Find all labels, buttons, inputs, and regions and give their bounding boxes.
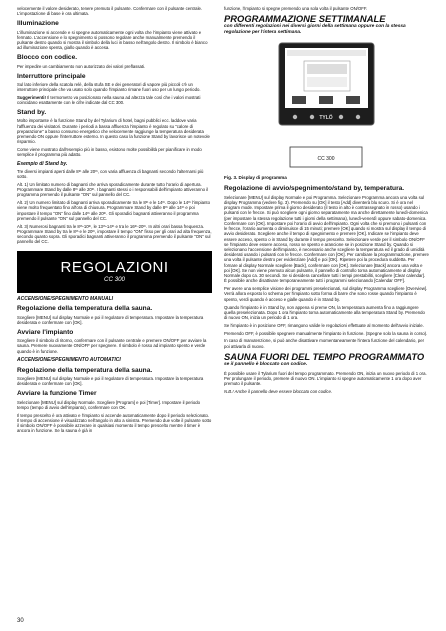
control-panel-illustration: [224, 39, 429, 171]
paragraph: Selezionare [MENU] sul display Normale. Scegliere [Program] e poi [Timer]. Impostare il periodo tempo (tempo di avvio dell'impianto), confermare con OK.: [17, 399, 201, 410]
title-weekly: PROGRAMMAZIONE SETTIMANALE: [224, 13, 386, 25]
paragraph: Come viene mostrato dall'esempio più in basso, esistono molte possibilità per pianificare in modo semplice il programma più adatto.: [17, 147, 202, 158]
paragraph: Scegliere il simbolo di ritorno, confermare con il pulsante centrale e premere ON/OFF per avviare la sauna. Premere nuovamente ON/OFF per spegnere. Il simbolo è rosso ad impianto spento e verde quando è in funzione.: [17, 338, 207, 354]
paragraph: Per impedire un cambiamento non autorizzato dei valori preflassati.: [17, 63, 146, 69]
paragraph: Alt. 1) Un limitato numero di bagnanti che arriva sporadicamente durante tutto l'orario di apertura. Programmare Stand by dalle 8ᵗʰ alle 20ᵗʰ. I bagnanti stessi o i responsabili dell'impianto attiveranno il programma premendo il pulsante "ON" sul pannello del CC.: [17, 181, 209, 198]
heading-example: Esempio di Stand by.: [17, 160, 68, 167]
left-column: [17, 6, 212, 436]
subtitle-weekly: con differenti regolazioni nei diversi giorni della settimana oppure con la stessa regolazione per l'intera settimana.: [224, 24, 406, 35]
paragraph: Tre diversi impianti aperti dalle 8ᵗʰ alle 20ᵗʰ, con varia affluenza di bagnanti secondo l'alternarsi più sotto.: [17, 168, 204, 179]
figure-caption: Fig. 3. Display di programma: [224, 174, 287, 180]
paragraph: Quando l'impianto è in Stand by, non appena si preme ON, la temperatura aumenta fino a raggiungere quella preselezionata. Dopo 1 ora l'impianto torna automaticamente alla temperatura Stand by. Premendo di nuovo ON, inizia un periodo di 1 ora.: [224, 304, 425, 320]
banner-title: REGOLAZIONI: [60, 258, 169, 276]
heading-illuminazione: Illuminazione: [17, 20, 59, 28]
page-number: 30: [17, 618, 24, 624]
subtitle-sauna: se il pannello è bloccato con codice.: [224, 361, 308, 367]
paragraph: Scegliere [MENU] sul display Normale e poi il regolatore di temperatura. Impostare la temperatura desiderata e confermare con [OK].: [17, 314, 204, 325]
heading-regweek: Regolazione di avvio/spegnimento/stand by, temperatura.: [224, 185, 405, 193]
heading-temp-1: Regolazione della temperatura della sauna.: [17, 305, 153, 313]
paragraph: L'illuminazione si accende e si spegne automaticamente ogni volta che l'impianto viene attivato e fermato. L'accensione e lo spegnimento si possono regolare anche manualmente premendo il pulsante destro quando si mostra il simbolo della luci in basso nell'angolo destro. Il simbolo è bianco ad illuminazione spenta, giallo quando è accesa.: [17, 29, 208, 51]
paragraph: Selezionare [MENU] sul display Normale e poi Programma. Selezionare Programma ancora una volta sul display Programma (vedere fig. 3). Premendo su [OK] il testo [Add] diventerà blu scuro. Si è ora nel program mode. Impostare prima il giorno desiderato (il testo in alto è contrassegnato in rosso) usando i pulsanti con le frecce. Si può scegliere ogni giorno separatamente ma anche direttamente lunedì-domenica (per impostare la stessa regolazione tutti i giorni della settimana), lunedì-venerdì oppure sabato-domenica. Confermare con [OK]. Impostare poi l'orario di avvio dell'impianto. Ogni volta che si premono i pulsanti con le frecce, l'orario aumenta o diminuisce di 15 minuti; premere [OK] quando si mostra sul display il tempo di avvio desiderato. Scegliere anche il tempo di spegnimento e premere [OK]. Indicare se l'impianto deve essere acceso, spento o in Stand by durante il tempo prescelto. Selezionare verde per il simbolo ON/OFF se l'impianto deve essere acceso, rosso se spento e arancione se in posizione Stand by. Quando si selezionano l'accensione dell'impianto, è necessario anche scegliere la temperatura ed il grado di umidità desiderati usando i pulsanti con le frecce. Confermare con [OK]. Per cambiare la programmazione, premere una volta il pulsante destro per evidenziare [Add] e poi [OK]. Ripetere poi la procedura suddetta. Per fornare al display Normale scegliere [Back], confermare con [OK]. Selezionare [Back] ancora una volta e poi [OK]. Se non viene premuto alcun pulsante, il pannello di controllo torna automaticamente al display Normale dopo ca. 30 secondi. Se si desidera cancellare tutti i tempi prestabiliti, scegliere [Clear calendar]. È possibile anche disattivare temporaneamente tutti i programmi selezionando [Calendar OFF].: [224, 194, 429, 284]
paragraph: Scegliere [MENU] sul display Normale e poi il regolatore di temperatura. Impostare la temperatura desiderata e confermare con [OK].: [17, 376, 204, 387]
paragraph: Molto importante è la funzione Stand by del Tylarium di hotel, bagni pubblici ecc. laddove varia l'affluenza dei visitatori. Durante i periodi a bassa affluenza l'impianto è regolato su "calore di preparazione" a basso consumo energetico che velocemente raggiunge la temperatura desiderata premendo ON oppure l'interruttore esterno. In questo caso la funzione Stand by lavorisce un notevole risparmio.: [17, 118, 210, 145]
heading-standby: Stand by.: [17, 109, 47, 117]
banner-subtitle: CC 300: [104, 275, 125, 283]
section-banner: [17, 251, 212, 293]
paragraph: In caso di manutenzione, si può anche disattivare momentaneamente l'intera funzione del calendario, per poi attivarla di nuovo.: [224, 338, 425, 349]
paragraph: Il tempo prescelto è ora attivato e l'impianto si accende automaticamente dopo il periodo selezionato. Il tempo di accensione è visualizzato nell'angolo in alto a sinistra. Premendo due volte il pulsante sotto il simbolo ON/OFF è possibile azzerare in qualsiasi momento il tempo prescelto mentre il timer è ancora in funzione. Se la sauna è già in: [17, 412, 212, 434]
paragraph: velocemente il valore desiderato, tenere premuto il pulsante. Confermare con il pulsante centrale. L'impostazione di base è ora ultimata.: [17, 6, 203, 17]
paragraph: Alt. 3) Numerosi bagnanti tra le 8ᵗʰ-10ᵗʰ, le 13ᵗʰ-14ᵗʰ e tra le 16ᵗʰ-20ᵗʰ. In altri orari bassa frequenza. Programmare Stand by tra le 8ᵗʰ e le 20ᵗʰ, impostare il tempo "ON" fisso per gli orari ad alta frequenza, secondo quanto sopra. Gli sporadici bagnanti attiveranno il programma premendo il pulsante "ON" sul pannello del CC.: [17, 223, 212, 245]
heading-temp-2: Regolazione della temperatura della sauna.: [17, 366, 153, 374]
note: N.B.! Anche il pannello deve essere bloccato con codice.: [224, 388, 333, 394]
paragraph: Alt. 2) Un numero limitato di bagnanti arriva sporadicamente tra le 8ᵗʰ e le 14ᵗʰ. Dopo le 14ᵗʰ l'impianto viene molto frequentato fino all'ora di chiusura. Programmare Stand by dalle 8ᵗʰ alle 14ᵗʰ e poi impostare il tempo "ON" fino dalle 14ᵗʰ alle 20ᵗʰ. Gli sporadici bagnanti attiveranno il programma premendo il pulsante "ON" sul pannello del CC.: [17, 200, 210, 221]
heading-auto: ACCENSIONE/SPEGNIMENTO AUTOMATICI: [17, 356, 121, 363]
paragraph: Sul lato inferiore della scatola relè, della stufa SE e dei generatori di vapore più piccoli c'è un interruttore principale che va usato solo quando l'impianto rimane fuori uso per un lungo periodo.: [17, 81, 201, 93]
heading-blocco: Blocco con codice.: [17, 54, 78, 62]
paragraph: Se l'impianto è in posizione OFF, rimangono valide le regolazioni effettuate al momento dell'avvio iniziale.: [224, 322, 424, 328]
device-model-label: CC 300: [317, 155, 335, 162]
heading-interruttore: Interruttore principale: [17, 72, 86, 80]
heading-manual: ACCENSIONE/SPEGNIMENTO MANUALI: [17, 295, 114, 302]
paragraph: Per avere una semplice visione dei programmi preselezionati, sul display Programma scegliere [Overview]. Verrà allora esposto lo schema per l'impianto sotto forma di barre che sono rosse quando l'impianto è spento, verdi quando è acceso e gialle quando è in Stand by.: [224, 286, 428, 302]
heading-timer: Avviare la funzione Timer: [17, 390, 97, 398]
figure-program-display: [224, 39, 429, 171]
suggestion-paragraph: [17, 95, 212, 105]
paragraph: funzione, l'impianto si spegne premendo una sola volta il pulsante ON/OFF.: [224, 6, 368, 11]
title-sauna: SAUNA FUORI DEL TEMPO PROGRAMMATO: [224, 350, 425, 362]
paragraph: È possibile usare il Tylarium fuori del tempo programmato. Premendo ON, inizia un nuovo periodo di 1 ora. Per prolungare il periodo, premere di nuovo ON. L'impianto si spegne automaticamente 1 ora dopo aver premuto il pulsante.: [224, 370, 427, 387]
heading-start: Avviare l'impianto: [17, 328, 74, 336]
suggestion-text: Il termometro va posizionato nella sauna ad altezza tale così che i valori mostrati coincidano esattamente con le cifre indicate dal CC 300.: [17, 94, 201, 106]
suggestion-label: Suggerimenti!: [17, 94, 46, 100]
right-column: [224, 6, 429, 397]
device-brand: TYLÖ: [319, 114, 333, 121]
paragraph: Premendo OFF, è possibile spegnere manualmente l'impianto in funzione. (Spegne solo la sauna in corso).: [224, 330, 428, 336]
